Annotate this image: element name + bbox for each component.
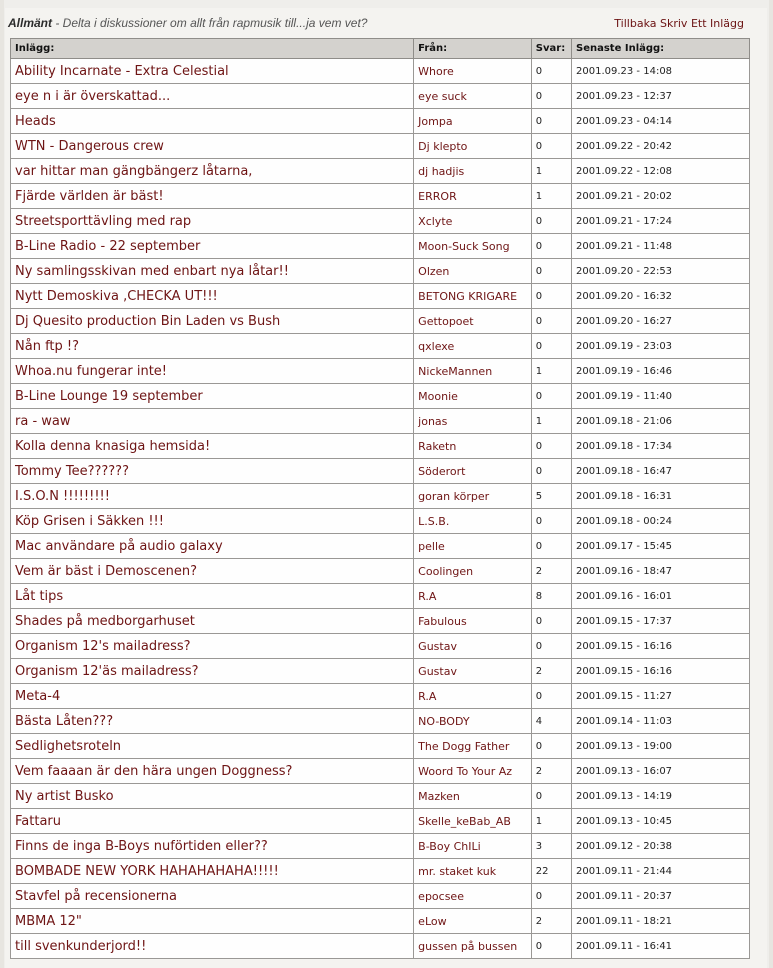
thread-title-link[interactable]: Kolla denna knasiga hemsida! (11, 434, 414, 459)
thread-author-link[interactable]: pelle (414, 534, 532, 559)
column-header-title: Inlägg: (11, 39, 414, 59)
table-row (11, 59, 750, 84)
forum-header (8, 16, 744, 34)
table-row (11, 434, 750, 459)
table-row (11, 484, 750, 509)
thread-reply-count: 2 (531, 559, 571, 584)
thread-reply-count: 1 (531, 159, 571, 184)
thread-reply-count: 4 (531, 709, 571, 734)
thread-latest-date: 2001.09.19 - 16:46 (572, 359, 750, 384)
thread-title-link[interactable]: I.S.O.N !!!!!!!!! (11, 484, 414, 509)
thread-reply-count: 0 (531, 534, 571, 559)
thread-reply-count: 0 (531, 384, 571, 409)
thread-author-link[interactable]: B-Boy ChILi (414, 834, 532, 859)
thread-reply-count: 0 (531, 609, 571, 634)
thread-title-link[interactable]: var hittar man gängbängerz låtarna, (11, 159, 414, 184)
thread-author-link[interactable]: Xclyte (414, 209, 532, 234)
thread-latest-date: 2001.09.13 - 14:19 (572, 784, 750, 809)
thread-title-link[interactable]: B-Line Lounge 19 september (11, 384, 414, 409)
table-row (11, 384, 750, 409)
column-header-latest: Senaste Inlägg: (572, 39, 750, 59)
thread-title-link[interactable]: Sedlighetsroteln (11, 734, 414, 759)
thread-author-link[interactable]: eLow (414, 909, 532, 934)
table-row (11, 459, 750, 484)
thread-reply-count: 0 (531, 284, 571, 309)
thread-author-link[interactable]: Gettopoet (414, 309, 532, 334)
thread-reply-count: 2 (531, 659, 571, 684)
table-row (11, 884, 750, 909)
thread-list (11, 59, 750, 959)
thread-title-link[interactable]: Bästa Låten??? (11, 709, 414, 734)
thread-title-link[interactable]: Köp Grisen i Säkken !!! (11, 509, 414, 534)
thread-title-link[interactable]: Nytt Demoskiva ,CHECKA UT!!! (11, 284, 414, 309)
thread-title-link[interactable]: Organism 12'äs mailadress? (11, 659, 414, 684)
thread-author-link[interactable]: Fabulous (414, 609, 532, 634)
table-row (11, 409, 750, 434)
thread-latest-date: 2001.09.15 - 17:37 (572, 609, 750, 634)
thread-latest-date: 2001.09.22 - 12:08 (572, 159, 750, 184)
thread-latest-date: 2001.09.15 - 11:27 (572, 684, 750, 709)
thread-reply-count: 0 (531, 59, 571, 84)
thread-latest-date: 2001.09.22 - 20:42 (572, 134, 750, 159)
table-row (11, 234, 750, 259)
thread-title-link[interactable]: till svenkunderjord!! (11, 934, 414, 959)
thread-latest-date: 2001.09.13 - 19:00 (572, 734, 750, 759)
thread-title-link[interactable]: BOMBADE NEW YORK HAHAHAHAHA!!!!! (11, 859, 414, 884)
thread-reply-count: 1 (531, 184, 571, 209)
thread-author-link[interactable]: Mazken (414, 784, 532, 809)
thread-author-link[interactable]: Coolingen (414, 559, 532, 584)
thread-reply-count: 22 (531, 859, 571, 884)
thread-latest-date: 2001.09.12 - 20:38 (572, 834, 750, 859)
thread-reply-count: 0 (531, 84, 571, 109)
thread-latest-date: 2001.09.20 - 16:27 (572, 309, 750, 334)
thread-reply-count: 0 (531, 459, 571, 484)
table-row (11, 184, 750, 209)
thread-reply-count: 3 (531, 834, 571, 859)
forum-description: - Delta i diskussioner om allt från rapmusik till...ja vem vet? (52, 16, 368, 30)
thread-latest-date: 2001.09.11 - 16:41 (572, 934, 750, 959)
thread-latest-date: 2001.09.15 - 16:16 (572, 634, 750, 659)
table-row (11, 734, 750, 759)
table-row (11, 784, 750, 809)
thread-reply-count: 0 (531, 259, 571, 284)
thread-author-link[interactable]: NO-BODY (414, 709, 532, 734)
thread-author-link[interactable]: BETONG KRIGARE (414, 284, 532, 309)
thread-title-link[interactable]: Tommy Tee?????? (11, 459, 414, 484)
thread-latest-date: 2001.09.19 - 23:03 (572, 334, 750, 359)
thread-reply-count: 0 (531, 434, 571, 459)
thread-latest-date: 2001.09.20 - 16:32 (572, 284, 750, 309)
thread-reply-count: 0 (531, 209, 571, 234)
thread-reply-count: 5 (531, 484, 571, 509)
thread-author-link[interactable]: R.A (414, 684, 532, 709)
thread-reply-count: 2 (531, 909, 571, 934)
thread-author-link[interactable]: NickeMannen (414, 359, 532, 384)
thread-title-link[interactable]: Mac användare på audio galaxy (11, 534, 414, 559)
thread-reply-count: 0 (531, 884, 571, 909)
table-row (11, 534, 750, 559)
thread-reply-count: 1 (531, 409, 571, 434)
thread-latest-date: 2001.09.18 - 16:47 (572, 459, 750, 484)
thread-title-link[interactable]: Heads (11, 109, 414, 134)
thread-title-link[interactable]: Ny samlingsskivan med enbart nya låtar!! (11, 259, 414, 284)
table-row (11, 909, 750, 934)
thread-latest-date: 2001.09.23 - 12:37 (572, 84, 750, 109)
thread-author-link[interactable]: R.A (414, 584, 532, 609)
thread-author-link[interactable]: gussen på bussen (414, 934, 532, 959)
table-row (11, 359, 750, 384)
thread-title-link[interactable]: Låt tips (11, 584, 414, 609)
thread-latest-date: 2001.09.16 - 18:47 (572, 559, 750, 584)
thread-title-link[interactable]: Streetsporttävling med rap (11, 209, 414, 234)
thread-author-link[interactable]: Dj klepto (414, 134, 532, 159)
thread-title-link[interactable]: Meta-4 (11, 684, 414, 709)
column-header-replies: Svar: (531, 39, 571, 59)
thread-latest-date: 2001.09.15 - 16:16 (572, 659, 750, 684)
thread-latest-date: 2001.09.21 - 20:02 (572, 184, 750, 209)
thread-reply-count: 0 (531, 509, 571, 534)
thread-author-link[interactable]: Skelle_keBab_AB (414, 809, 532, 834)
thread-reply-count: 2 (531, 759, 571, 784)
back-link[interactable]: Tillbaka (614, 17, 657, 30)
thread-author-link[interactable]: jonas (414, 409, 532, 434)
thread-latest-date: 2001.09.18 - 16:31 (572, 484, 750, 509)
thread-title-link[interactable]: B-Line Radio - 22 september (11, 234, 414, 259)
thread-author-link[interactable]: Whore (414, 59, 532, 84)
thread-latest-date: 2001.09.18 - 17:34 (572, 434, 750, 459)
thread-reply-count: 0 (531, 109, 571, 134)
table-row (11, 259, 750, 284)
table-row (11, 134, 750, 159)
thread-author-link[interactable]: qxlexe (414, 334, 532, 359)
thread-latest-date: 2001.09.16 - 16:01 (572, 584, 750, 609)
table-row (11, 584, 750, 609)
thread-author-link[interactable]: Woord To Your Az (414, 759, 532, 784)
table-row (11, 709, 750, 734)
thread-author-link[interactable]: ERROR (414, 184, 532, 209)
thread-reply-count: 0 (531, 334, 571, 359)
thread-latest-date: 2001.09.23 - 14:08 (572, 59, 750, 84)
thread-reply-count: 0 (531, 634, 571, 659)
thread-author-link[interactable]: Gustav (414, 659, 532, 684)
table-row (11, 609, 750, 634)
thread-title-link[interactable]: WTN - Dangerous crew (11, 134, 414, 159)
thread-latest-date: 2001.09.19 - 11:40 (572, 384, 750, 409)
write-post-link[interactable]: Skriv Ett Inlägg (660, 17, 744, 30)
thread-reply-count: 0 (531, 784, 571, 809)
thread-reply-count: 1 (531, 809, 571, 834)
thread-title-link[interactable]: Nån ftp !? (11, 334, 414, 359)
thread-author-link[interactable]: eye suck (414, 84, 532, 109)
thread-title-link[interactable]: Ny artist Busko (11, 784, 414, 809)
thread-author-link[interactable]: Jompa (414, 109, 532, 134)
right-edge (769, 0, 773, 968)
thread-latest-date: 2001.09.13 - 16:07 (572, 759, 750, 784)
table-row (11, 809, 750, 834)
table-row (11, 159, 750, 184)
forum-name: Allmänt (8, 16, 53, 30)
thread-latest-date: 2001.09.14 - 11:03 (572, 709, 750, 734)
thread-author-link[interactable]: Gustav (414, 634, 532, 659)
thread-title-link[interactable]: Fattaru (11, 809, 414, 834)
thread-title-link[interactable]: Organism 12's mailadress? (11, 634, 414, 659)
thread-title-link[interactable]: Vem är bäst i Demoscenen? (11, 559, 414, 584)
forum-title (8, 16, 367, 30)
thread-title-link[interactable]: ra - waw (11, 409, 414, 434)
left-edge (0, 0, 4, 968)
thread-author-link[interactable]: mr. staket kuk (414, 859, 532, 884)
table-row (11, 934, 750, 959)
table-row (11, 759, 750, 784)
thread-reply-count: 0 (531, 234, 571, 259)
table-header-row (11, 39, 750, 59)
thread-author-link[interactable]: The Dogg Father (414, 734, 532, 759)
thread-author-link[interactable]: Raketn (414, 434, 532, 459)
thread-latest-date: 2001.09.21 - 17:24 (572, 209, 750, 234)
table-row (11, 559, 750, 584)
thread-title-link[interactable]: Fjärde världen är bäst! (11, 184, 414, 209)
thread-title-link[interactable]: Shades på medborgarhuset (11, 609, 414, 634)
thread-author-link[interactable]: epocsee (414, 884, 532, 909)
table-row (11, 509, 750, 534)
thread-latest-date: 2001.09.20 - 22:53 (572, 259, 750, 284)
thread-latest-date: 2001.09.18 - 00:24 (572, 509, 750, 534)
thread-author-link[interactable]: goran körper (414, 484, 532, 509)
thread-reply-count: 0 (531, 734, 571, 759)
thread-author-link[interactable]: dj hadjis (414, 159, 532, 184)
table-row (11, 334, 750, 359)
thread-title-link[interactable]: Vem faaaan är den hära ungen Doggness? (11, 759, 414, 784)
thread-author-link[interactable]: Moon-Suck Song (414, 234, 532, 259)
thread-latest-date: 2001.09.21 - 11:48 (572, 234, 750, 259)
thread-table (10, 38, 750, 959)
thread-reply-count: 0 (531, 309, 571, 334)
column-header-from: Från: (414, 39, 532, 59)
table-row (11, 309, 750, 334)
thread-title-link[interactable]: Ability Incarnate - Extra Celestial (11, 59, 414, 84)
thread-author-link[interactable]: Olzen (414, 259, 532, 284)
thread-title-link[interactable]: Dj Quesito production Bin Laden vs Bush (11, 309, 414, 334)
table-row (11, 109, 750, 134)
thread-latest-date: 2001.09.11 - 18:21 (572, 909, 750, 934)
thread-title-link[interactable]: Whoa.nu fungerar inte! (11, 359, 414, 384)
forum-nav-links (614, 17, 744, 30)
table-row (11, 684, 750, 709)
thread-latest-date: 2001.09.23 - 04:14 (572, 109, 750, 134)
thread-title-link[interactable]: Stavfel på recensionerna (11, 884, 414, 909)
table-row (11, 284, 750, 309)
thread-latest-date: 2001.09.13 - 10:45 (572, 809, 750, 834)
thread-reply-count: 0 (531, 134, 571, 159)
table-row (11, 634, 750, 659)
thread-latest-date: 2001.09.18 - 21:06 (572, 409, 750, 434)
thread-author-link[interactable]: Moonie (414, 384, 532, 409)
table-row (11, 834, 750, 859)
thread-author-link[interactable]: Söderort (414, 459, 532, 484)
thread-reply-count: 0 (531, 684, 571, 709)
table-row (11, 84, 750, 109)
thread-title-link[interactable]: Finns de inga B-Boys nuförtiden eller?? (11, 834, 414, 859)
thread-latest-date: 2001.09.11 - 21:44 (572, 859, 750, 884)
thread-latest-date: 2001.09.17 - 15:45 (572, 534, 750, 559)
table-row (11, 659, 750, 684)
table-row (11, 859, 750, 884)
thread-title-link[interactable]: eye n i är överskattad... (11, 84, 414, 109)
thread-reply-count: 0 (531, 934, 571, 959)
thread-title-link[interactable]: MBMA 12" (11, 909, 414, 934)
thread-author-link[interactable]: L.S.B. (414, 509, 532, 534)
thread-reply-count: 1 (531, 359, 571, 384)
thread-reply-count: 8 (531, 584, 571, 609)
thread-latest-date: 2001.09.11 - 20:37 (572, 884, 750, 909)
table-row (11, 209, 750, 234)
